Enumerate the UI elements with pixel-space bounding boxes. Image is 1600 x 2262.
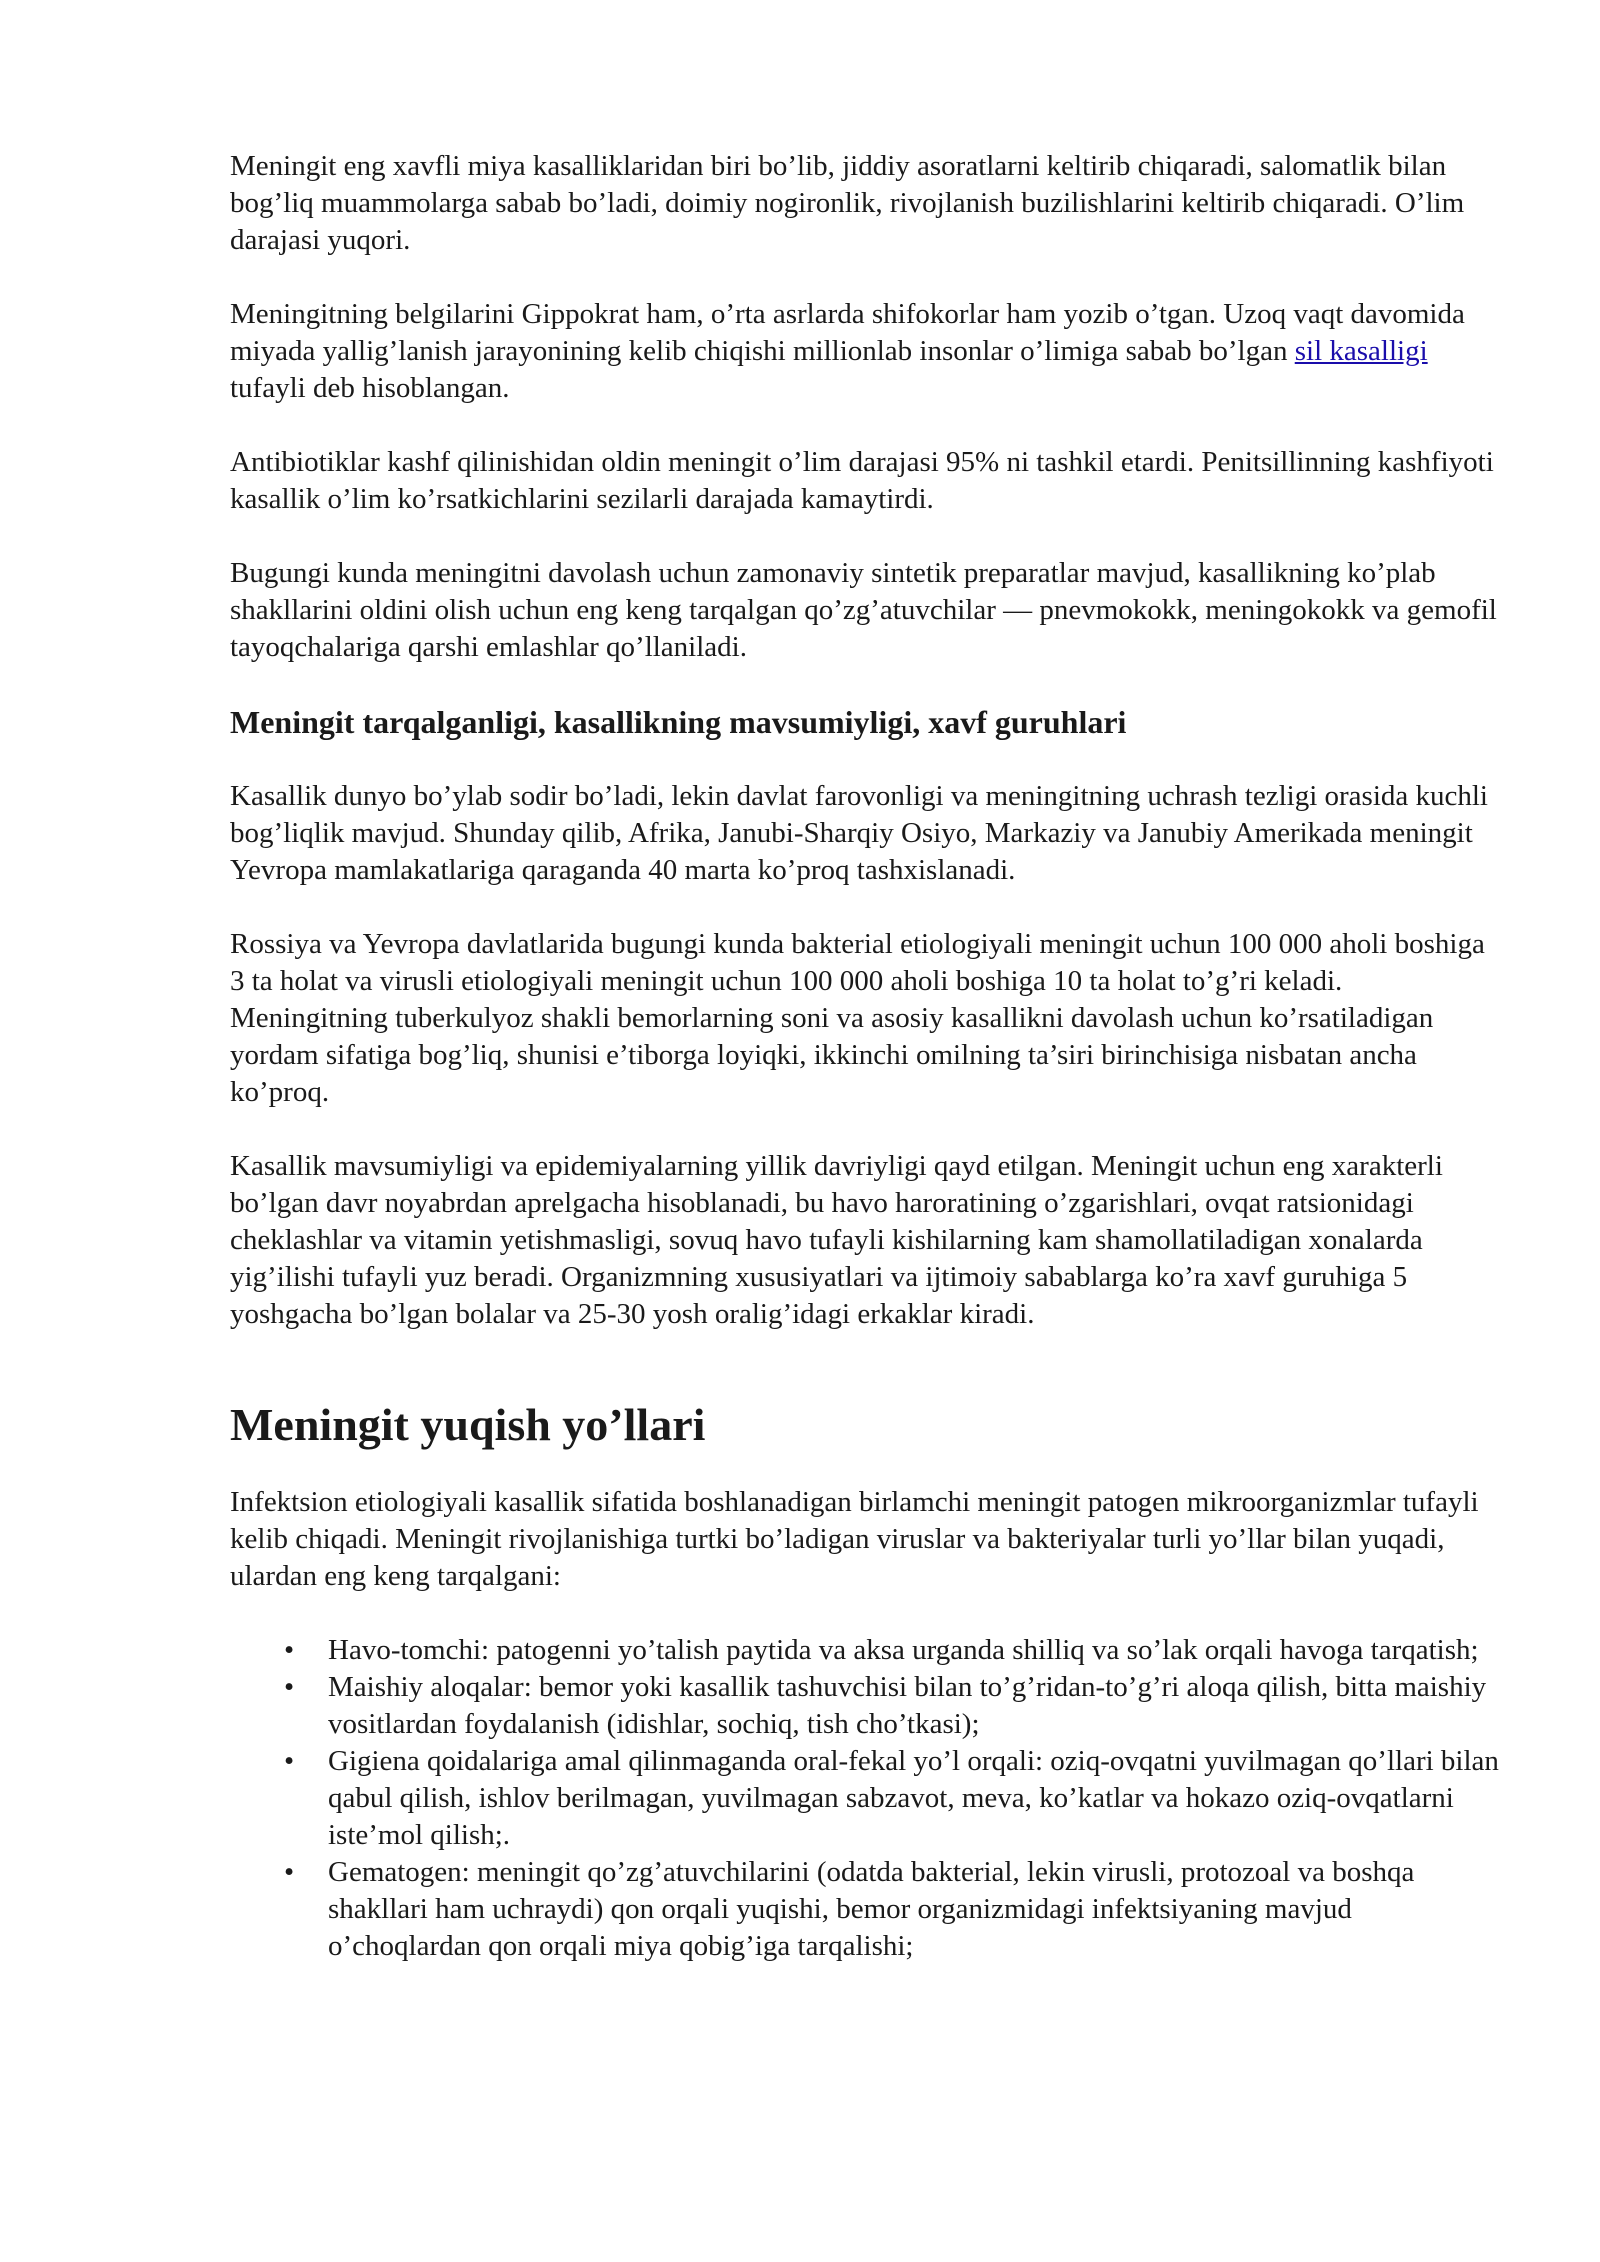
bullet-icon: •: [284, 1671, 295, 1703]
paragraph-treatment: Bugungi kunda meningitni davolash uchun zamonaviy sintetik preparatlar mavjud, kasallikning ko’plab shakllarini oldini olish uchun eng keng tarqalgan qo’zg’atuvchilar — pnevmokokk, meningokokk va gemofil tayoqchalariga qarshi emlashlar qo’llaniladi.: [230, 557, 1497, 663]
transmission-list: [230, 1632, 1500, 1965]
list-item: [284, 1854, 1500, 1965]
list-item-text: Gigiena qoidalariga amal qilinmaganda oral-fekal yo’l orqali: oziq-ovqatni yuvilmagan qo’llari bilan qabul qilish, ishlov berilmagan, yuvilmagan sabzavot, meva, ko’katlar va hokazo oziq-ovqatlarni iste’mol qilish;.: [328, 1745, 1499, 1851]
list-item-text: Gematogen: meningit qo’zg’atuvchilarini (odatda bakterial, lekin virusli, protozoal va boshqa shakllari ham uchraydi) qon orqali yuqishi, bemor organizmidagi infektsiyaning mavjud o’choqlardan qon orqali miya qobig’iga tarqalishi;: [328, 1856, 1415, 1962]
paragraph-history-text-1: Meningitning belgilarini Gippokrat ham, o’rta asrlarda shifokorlar ham yozib o’tgan. Uzoq vaqt davomida miyada yallig’lanish jarayonining kelib chiqishi millionlab insonlar o’limiga sabab bo’lgan: [230, 298, 1465, 367]
bullet-icon: •: [284, 1745, 295, 1777]
paragraph-history-text-2: tufayli deb hisoblangan.: [230, 372, 510, 404]
document-page: [230, 148, 1500, 1965]
section-heading: Meningit yuqish yo’llari: [230, 1399, 706, 1450]
paragraph-seasonality: Kasallik mavsumiyligi va epidemiyalarning yillik davriyligi qayd etilgan. Meningit uchun eng xarakterli bo’lgan davr noyabrdan aprelgacha hisoblanadi, bu havo haroratining o’zgarishlari, ovqat ratsionidagi cheklashlar va vitamin yetishmasligi, sovuq havo tufayli kishilarning kam shamollatiladigan xonalarda yig’ilishi tufayli yuz beradi. Organizmning xususiyatlari va ijtimoiy sabablarga ko’ra xavf guruhiga 5 yoshgacha bo’lgan bolalar va 25-30 yosh oralig’idagi erkaklar kiradi.: [230, 1150, 1443, 1330]
paragraph-intro: Meningit eng xavfli miya kasalliklaridan biri bo’lib, jiddiy asoratlarni keltirib chiqaradi, salomatlik bilan bog’liq muammolarga sabab bo’ladi, doimiy nogironlik, rivojlanish buzilishlarini keltirib chiqaradi. O’lim darajasi yuqori.: [230, 150, 1465, 256]
sil-kasalligi-link[interactable]: sil kasalligi: [1294, 335, 1428, 367]
list-item: [284, 1743, 1500, 1854]
section-subheading: Meningit tarqalganligi, kasallikning mavsumiyligi, xavf guruhlari: [230, 704, 1127, 740]
list-item-text: Havo-tomchi: patogenni yo’talish paytida va aksa urganda shilliq va so’lak orqali havoga tarqatish;: [328, 1634, 1479, 1666]
bullet-icon: •: [284, 1856, 295, 1888]
paragraph-history: [230, 296, 1500, 407]
paragraph-incidence: Rossiya va Yevropa davlatlarida bugungi kunda bakterial etiologiyali meningit uchun 100 000 aholi boshiga 3 ta holat va virusli etiologiyali meningit uchun 100 000 aholi boshiga 10 ta holat to’g’ri keladi. Meningitning tuberkulyoz shakli bemorlarning soni va asosiy kasallikni davolash uchun ko’rsatiladigan yordam sifatiga bog’liq, shunisi e’tiborga loyiqki, ikkinchi omilning ta’siri birinchisiga nisbatan ancha ko’proq.: [230, 928, 1485, 1108]
list-item: [284, 1669, 1500, 1743]
list-item: [284, 1632, 1500, 1669]
paragraph-prevalence: Kasallik dunyo bo’ylab sodir bo’ladi, lekin davlat farovonligi va meningitning uchrash tezligi orasida kuchli bog’liqlik mavjud. Shunday qilib, Afrika, Janubi-Sharqiy Osiyo, Markaziy va Janubiy Amerikada meningit Yevropa mamlakatlariga qaraganda 40 marta ko’proq tashxislanadi.: [230, 780, 1488, 886]
list-item-text: Maishiy aloqalar: bemor yoki kasallik tashuvchisi bilan to’g’ridan-to’g’ri aloqa qilish, bitta maishiy vositlardan foydalanish (idishlar, sochiq, tish cho’tkasi);: [328, 1671, 1487, 1740]
paragraph-antibiotics: Antibiotiklar kashf qilinishidan oldin meningit o’lim darajasi 95% ni tashkil etardi. Penitsillinning kashfiyoti kasallik o’lim ko’rsatkichlarini sezilarli darajada kamaytirdi.: [230, 446, 1494, 515]
paragraph-transmission-intro: Infektsion etiologiyali kasallik sifatida boshlanadigan birlamchi meningit patogen mikroorganizmlar tufayli kelib chiqadi. Meningit rivojlanishiga turtki bo’ladigan viruslar va bakteriyalar turli yo’llar bilan yuqadi, ulardan eng keng tarqalgani:: [230, 1486, 1479, 1592]
bullet-icon: •: [284, 1634, 295, 1666]
